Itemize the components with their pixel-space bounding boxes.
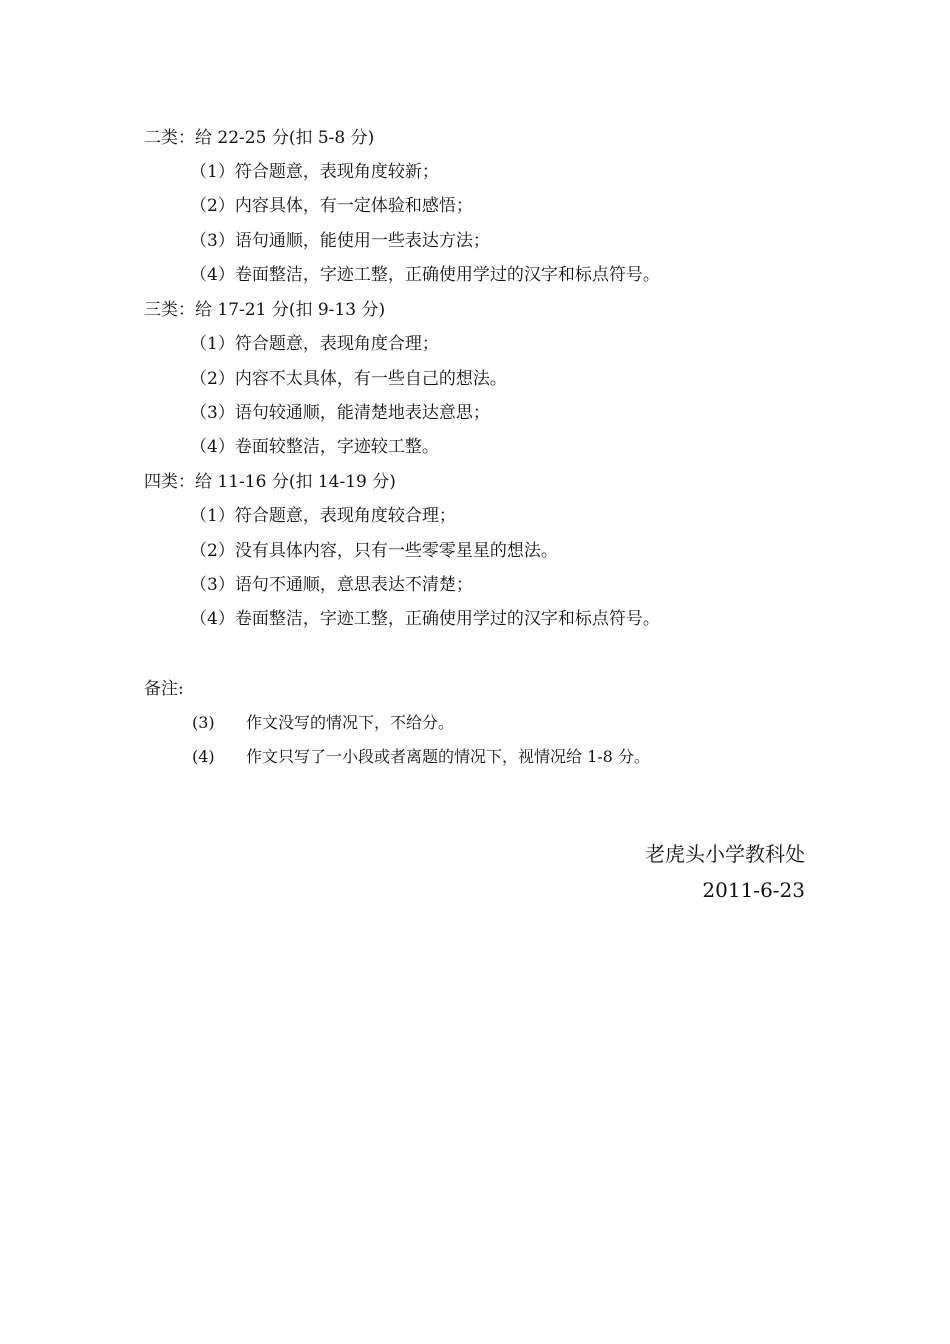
category-2-item-2: （2）内容具体，有一定体验和感悟； [190,196,473,216]
category-4-item-2: （2）没有具体内容，只有一些零零星星的想法。 [190,541,558,561]
category-3-title: 三类：给 17-21 分(扣 9-13 分) [144,300,386,320]
note-1-number: (3) [192,713,215,732]
note-2-number: (4) [192,747,215,766]
category-3-item-3: （3）语句较通顺，能清楚地表达意思； [190,403,490,423]
category-2-item-3: （3）语句通顺，能使用一些表达方法； [190,231,490,251]
category-3-item-1: （1）符合题意，表现角度合理； [190,334,439,354]
category-2-item-4: （4）卷面整洁，字迹工整，正确使用学过的汉字和标点符号。 [190,265,660,285]
category-4-item-1: （1）符合题意，表现角度较合理； [190,506,456,526]
category-2-item-1: （1）符合题意，表现角度较新； [190,162,439,182]
category-3-item-4: （4）卷面较整洁，字迹较工整。 [190,437,439,457]
category-3-item-2: （2）内容不太具体，有一些自己的想法。 [190,369,507,389]
note-2-text: 作文只写了一小段或者离题的情况下，视情况给 1-8 分。 [246,747,650,766]
category-4-item-3: （3）语句不通顺，意思表达不清楚； [190,575,473,595]
signature-organization: 老虎头小学教科处 [645,842,805,866]
category-2-title: 二类：给 22-25 分(扣 5-8 分) [144,128,375,148]
notes-heading: 备注: [144,679,184,699]
note-1-text: 作文没写的情况下，不给分。 [246,713,455,732]
category-4-item-4: （4）卷面整洁，字迹工整，正确使用学过的汉字和标点符号。 [190,609,660,629]
category-4-title: 四类：给 11-16 分(扣 14-19 分) [144,472,396,492]
signature-date: 2011-6-23 [702,878,805,902]
